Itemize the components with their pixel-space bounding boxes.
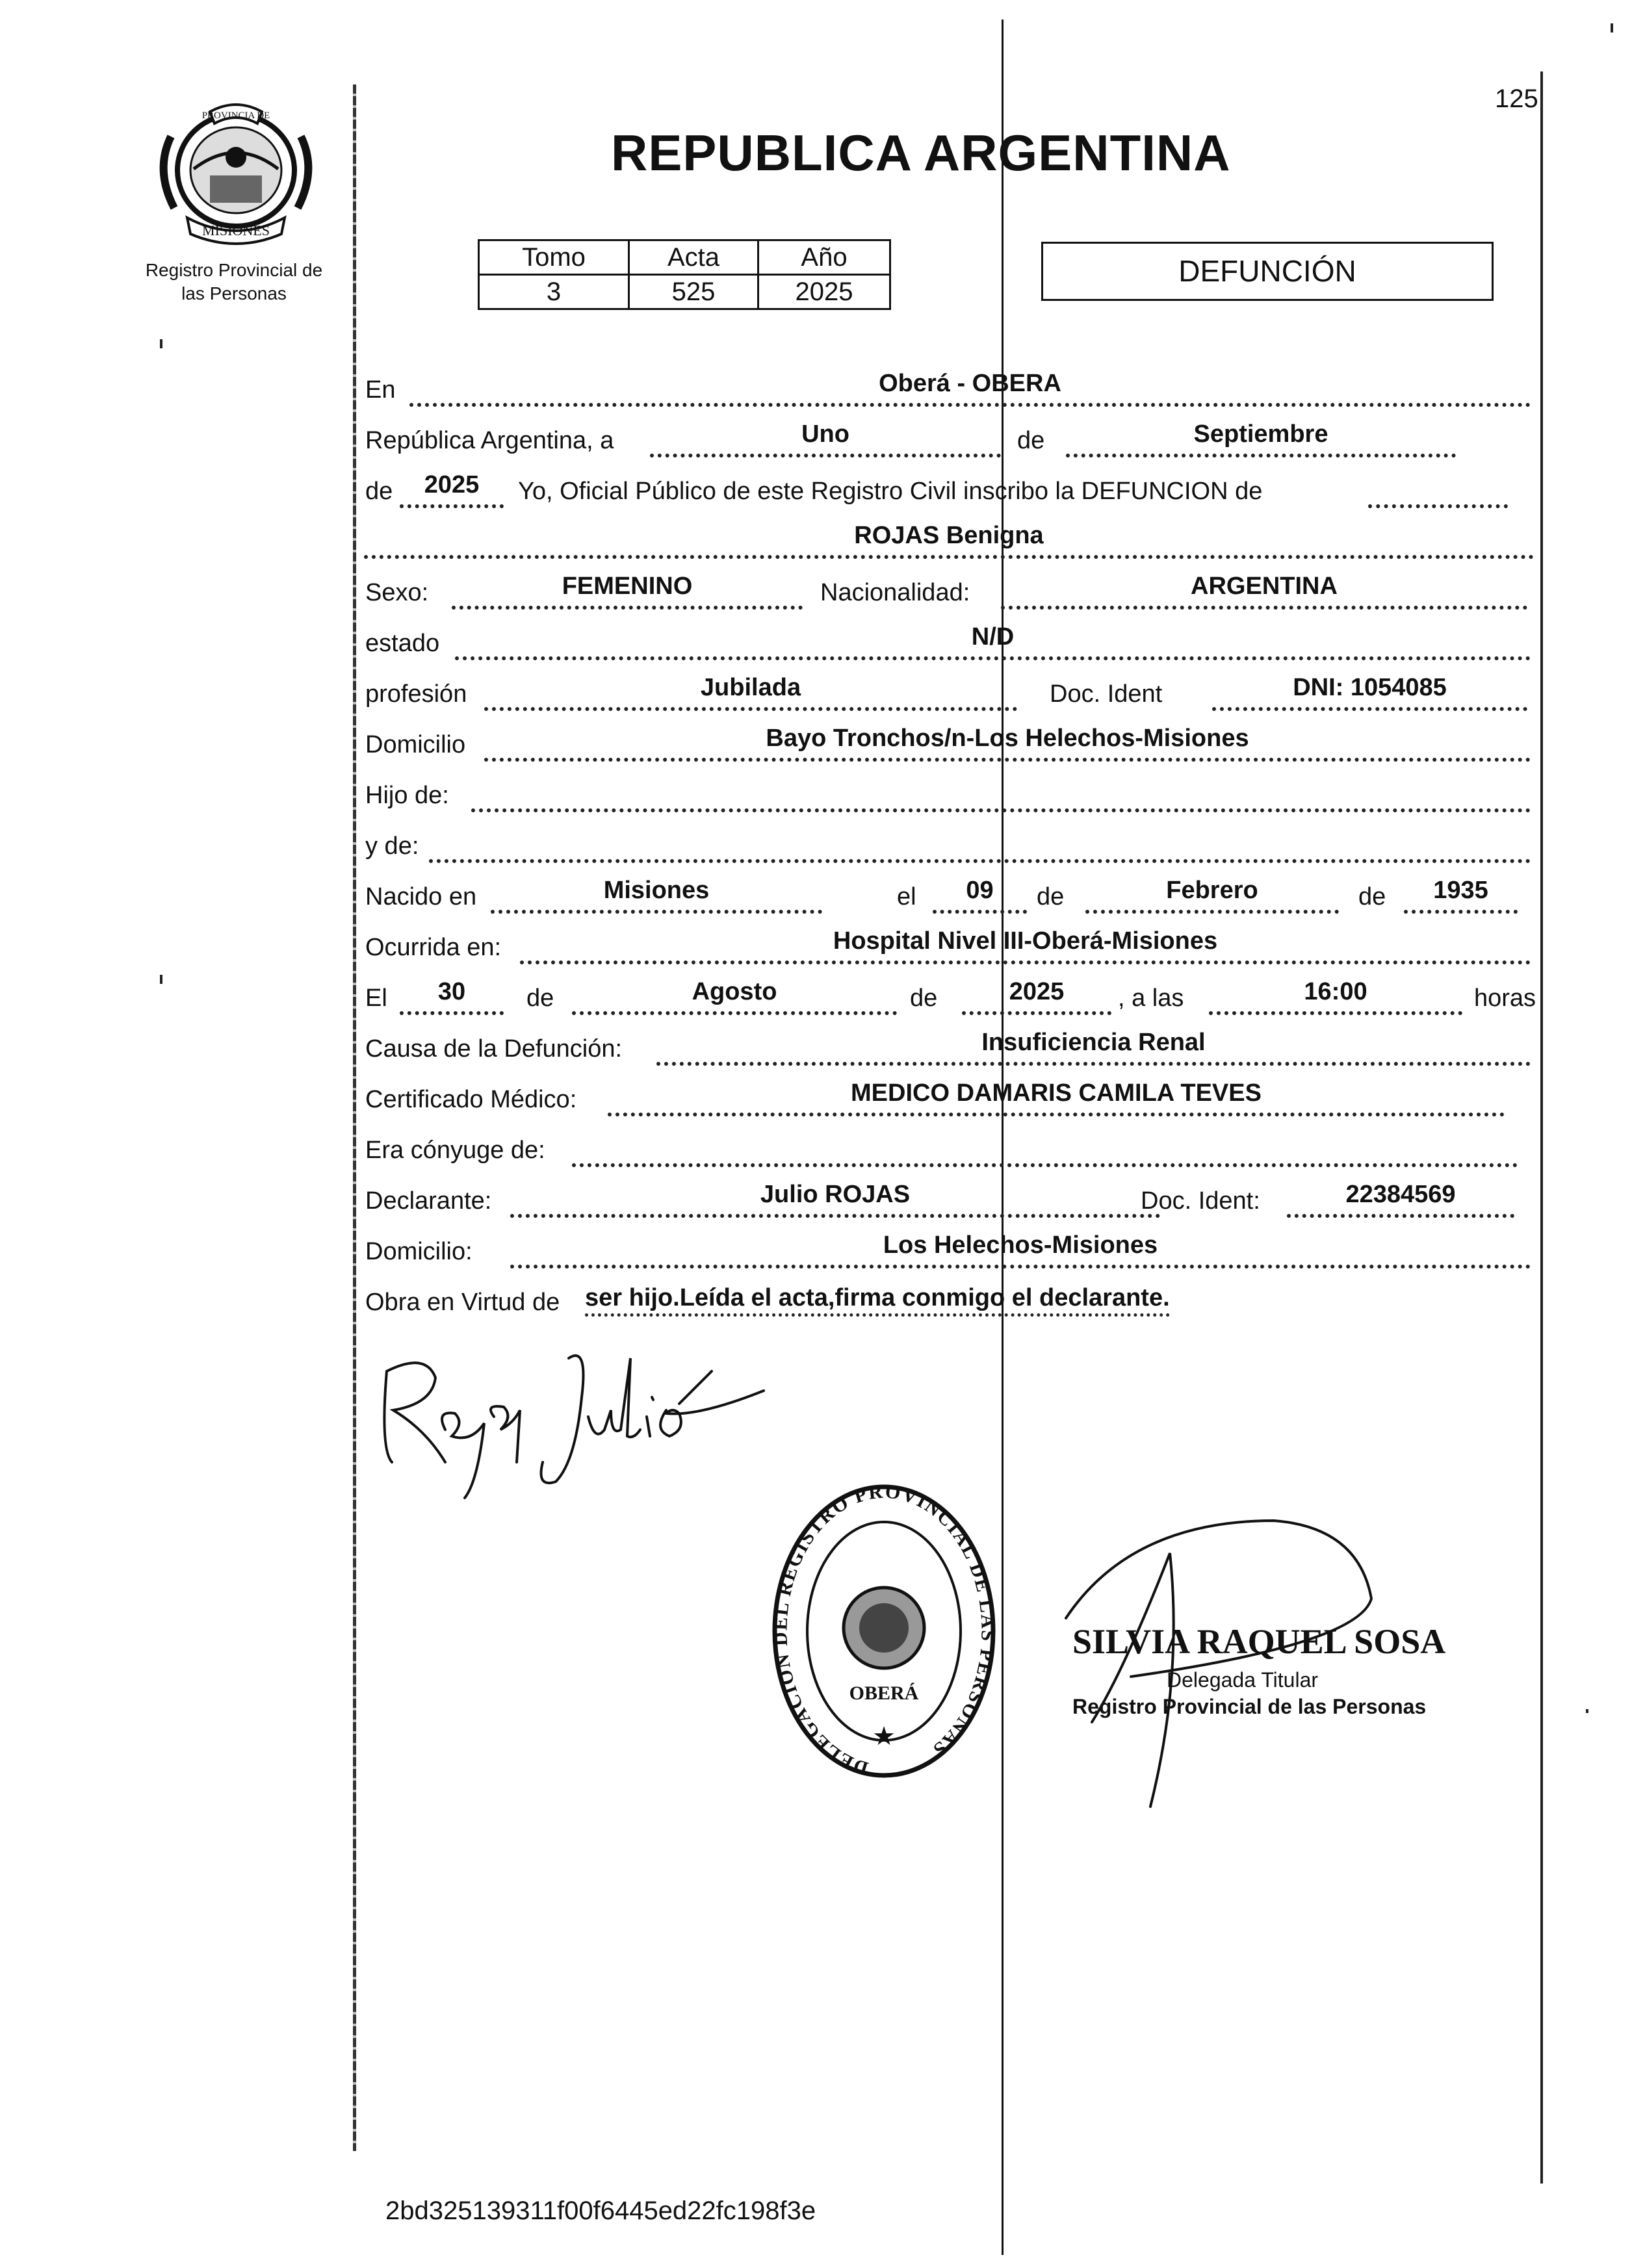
nacido-el-label: el <box>897 883 916 910</box>
lugar-label: En <box>365 376 396 404</box>
a-las-label: , a las <box>1118 985 1184 1012</box>
nacionalidad-field: ARGENTINA <box>1001 569 1527 610</box>
acta-header: Acta <box>629 240 758 275</box>
tomo-value: 3 <box>479 275 629 309</box>
svg-text:★: ★ <box>872 1722 896 1751</box>
nacido-mes-field: Febrero <box>1085 873 1339 914</box>
svg-text:DELEGACION DEL REGISTRO PROVIN: DELEGACION DEL REGISTRO PROVINCIAL DE LAS PERSONAS <box>770 1480 999 1779</box>
row-fecha-defuncion <box>364 966 1534 1016</box>
issuer-line1: Registro Provincial de <box>145 260 323 280</box>
y-de-field <box>429 823 1531 863</box>
row-profesion <box>364 662 1534 712</box>
svg-text:MISIONES: MISIONES <box>202 222 270 238</box>
estado-label: estado <box>365 630 440 657</box>
sexo-label: Sexo: <box>365 579 429 606</box>
obra-label: Obra en Virtud de <box>365 1289 560 1316</box>
row-domicilio <box>364 712 1534 763</box>
domicilio-field: Bayo Tronchos/n-Los Helechos-Misiones <box>484 721 1531 762</box>
page-border-right <box>1540 71 1543 2184</box>
hijo-de-label: Hijo de: <box>365 782 449 809</box>
inscripcion-trailing-field <box>1368 468 1508 508</box>
dom-declarante-field: Los Helechos-Misiones <box>510 1228 1531 1269</box>
defuncion-de2-label: de <box>910 985 938 1012</box>
declarant-signature <box>374 1332 829 1501</box>
domicilio-label: Domicilio <box>365 731 466 758</box>
hora-field: 16:00 <box>1209 975 1462 1015</box>
obra-value: ser hijo.Leída el acta,firma conmigo el declarante. <box>585 1284 1170 1317</box>
official-signature <box>1053 1508 1534 1820</box>
lugar-field: Oberá - OBERA <box>409 367 1531 407</box>
de-label: de <box>1017 427 1045 454</box>
official-institution: Registro Provincial de las Personas <box>1072 1695 1427 1718</box>
row-anio <box>364 459 1534 509</box>
scan-speck <box>160 975 162 984</box>
hijo-de-field <box>471 772 1531 812</box>
registry-stamp <box>767 1478 1001 1784</box>
anio-header: Año <box>758 240 890 275</box>
certificado-label: Certificado Médico: <box>365 1086 577 1113</box>
causa-label: Causa de la Defunción: <box>365 1035 623 1063</box>
profesion-label: profesión <box>365 680 467 708</box>
row-causa <box>364 1016 1534 1067</box>
conyuge-label: Era cónyuge de: <box>365 1137 545 1164</box>
row-ocurrida <box>364 915 1534 966</box>
declarante-field: Julio ROJAS <box>510 1178 1160 1218</box>
ocurrida-label: Ocurrida en: <box>365 934 502 961</box>
fecha-label: República Argentina, a <box>365 427 614 454</box>
nacido-lugar-field: Misiones <box>491 873 822 914</box>
el-label: El <box>365 985 387 1012</box>
doc-ident-label: Doc. Ident <box>1050 680 1163 708</box>
declarante-label: Declarante: <box>365 1187 492 1215</box>
y-de-label: y de: <box>365 832 419 860</box>
scan-speck <box>160 339 162 348</box>
acta-value: 525 <box>629 275 758 309</box>
svg-text:PROVINCIA DE: PROVINCIA DE <box>201 110 270 121</box>
sexo-field: FEMENINO <box>452 569 803 610</box>
conyuge-field <box>572 1127 1518 1167</box>
certificado-field: MEDICO DAMARIS CAMILA TEVES <box>608 1076 1505 1116</box>
causa-field: Insuficiencia Renal <box>656 1025 1531 1066</box>
page-border-left <box>353 84 356 2151</box>
nacido-dia-field: 09 <box>933 873 1027 914</box>
row-fecha <box>364 408 1534 459</box>
issuer-name <box>120 259 348 305</box>
row-nombre <box>364 509 1534 560</box>
record-type-box: DEFUNCIÓN <box>1041 242 1494 301</box>
document-hash: 2bd325139311f00f6445ed22fc198f3e <box>385 2197 816 2225</box>
row-hijo-de <box>364 763 1534 814</box>
registry-table <box>478 239 891 310</box>
official-name: SILVIA RAQUEL SOSA <box>1072 1622 1446 1661</box>
row-certificado <box>364 1067 1534 1118</box>
row-obra <box>364 1270 1534 1321</box>
ocurrida-field: Hospital Nivel III-Oberá-Misiones <box>520 924 1531 964</box>
row-domicilio-declarante <box>364 1219 1534 1270</box>
defuncion-dia-field: 30 <box>400 975 504 1015</box>
row-nacido <box>364 864 1534 915</box>
svg-text:OBERÁ: OBERÁ <box>849 1682 919 1704</box>
estado-field: N/D <box>455 620 1531 660</box>
row-lugar <box>364 357 1534 408</box>
nacido-anio-field: 1935 <box>1404 873 1518 914</box>
nacionalidad-label: Nacionalidad: <box>820 579 970 606</box>
nacido-de2-label: de <box>1358 883 1386 910</box>
issuer-line2: las Personas <box>181 283 287 303</box>
row-estado <box>364 611 1534 662</box>
row-y-de <box>364 814 1534 864</box>
page-number: 125 <box>1495 84 1538 113</box>
document-title: REPUBLICA ARGENTINA <box>611 124 1231 181</box>
defuncion-de1-label: de <box>526 985 554 1012</box>
row-sexo <box>364 560 1534 611</box>
profesion-field: Jubilada <box>484 671 1017 711</box>
anio-de-label: de <box>365 478 393 505</box>
nacido-label: Nacido en <box>365 883 477 910</box>
provincial-seal-logo <box>148 97 324 247</box>
inscripcion-text: Yo, Oficial Público de este Registro Civil inscribo la DEFUNCION de <box>518 478 1263 505</box>
nacido-de1-label: de <box>1037 883 1065 910</box>
row-declarante <box>364 1168 1534 1219</box>
scan-speck <box>1611 23 1613 32</box>
doc-ident-field: DNI: 1054085 <box>1212 671 1527 711</box>
row-conyuge <box>364 1118 1534 1168</box>
defuncion-anio-field: 2025 <box>962 975 1111 1015</box>
tomo-header: Tomo <box>479 240 629 275</box>
dom-declarante-label: Domicilio: <box>365 1238 473 1265</box>
horas-label: horas <box>1474 985 1536 1012</box>
anio-field: 2025 <box>400 468 504 508</box>
defuncion-mes-field: Agosto <box>572 975 897 1015</box>
mes-field: Septiembre <box>1066 417 1456 457</box>
anio-value: 2025 <box>758 275 890 309</box>
dia-field: Uno <box>650 417 1001 457</box>
nombre-field: ROJAS Benigna <box>364 519 1534 559</box>
scan-speck <box>1586 1709 1588 1713</box>
official-role: Delegada Titular <box>1167 1668 1319 1692</box>
declarante-doc-label: Doc. Ident: <box>1141 1187 1260 1215</box>
declarante-doc-field: 22384569 <box>1287 1178 1514 1218</box>
